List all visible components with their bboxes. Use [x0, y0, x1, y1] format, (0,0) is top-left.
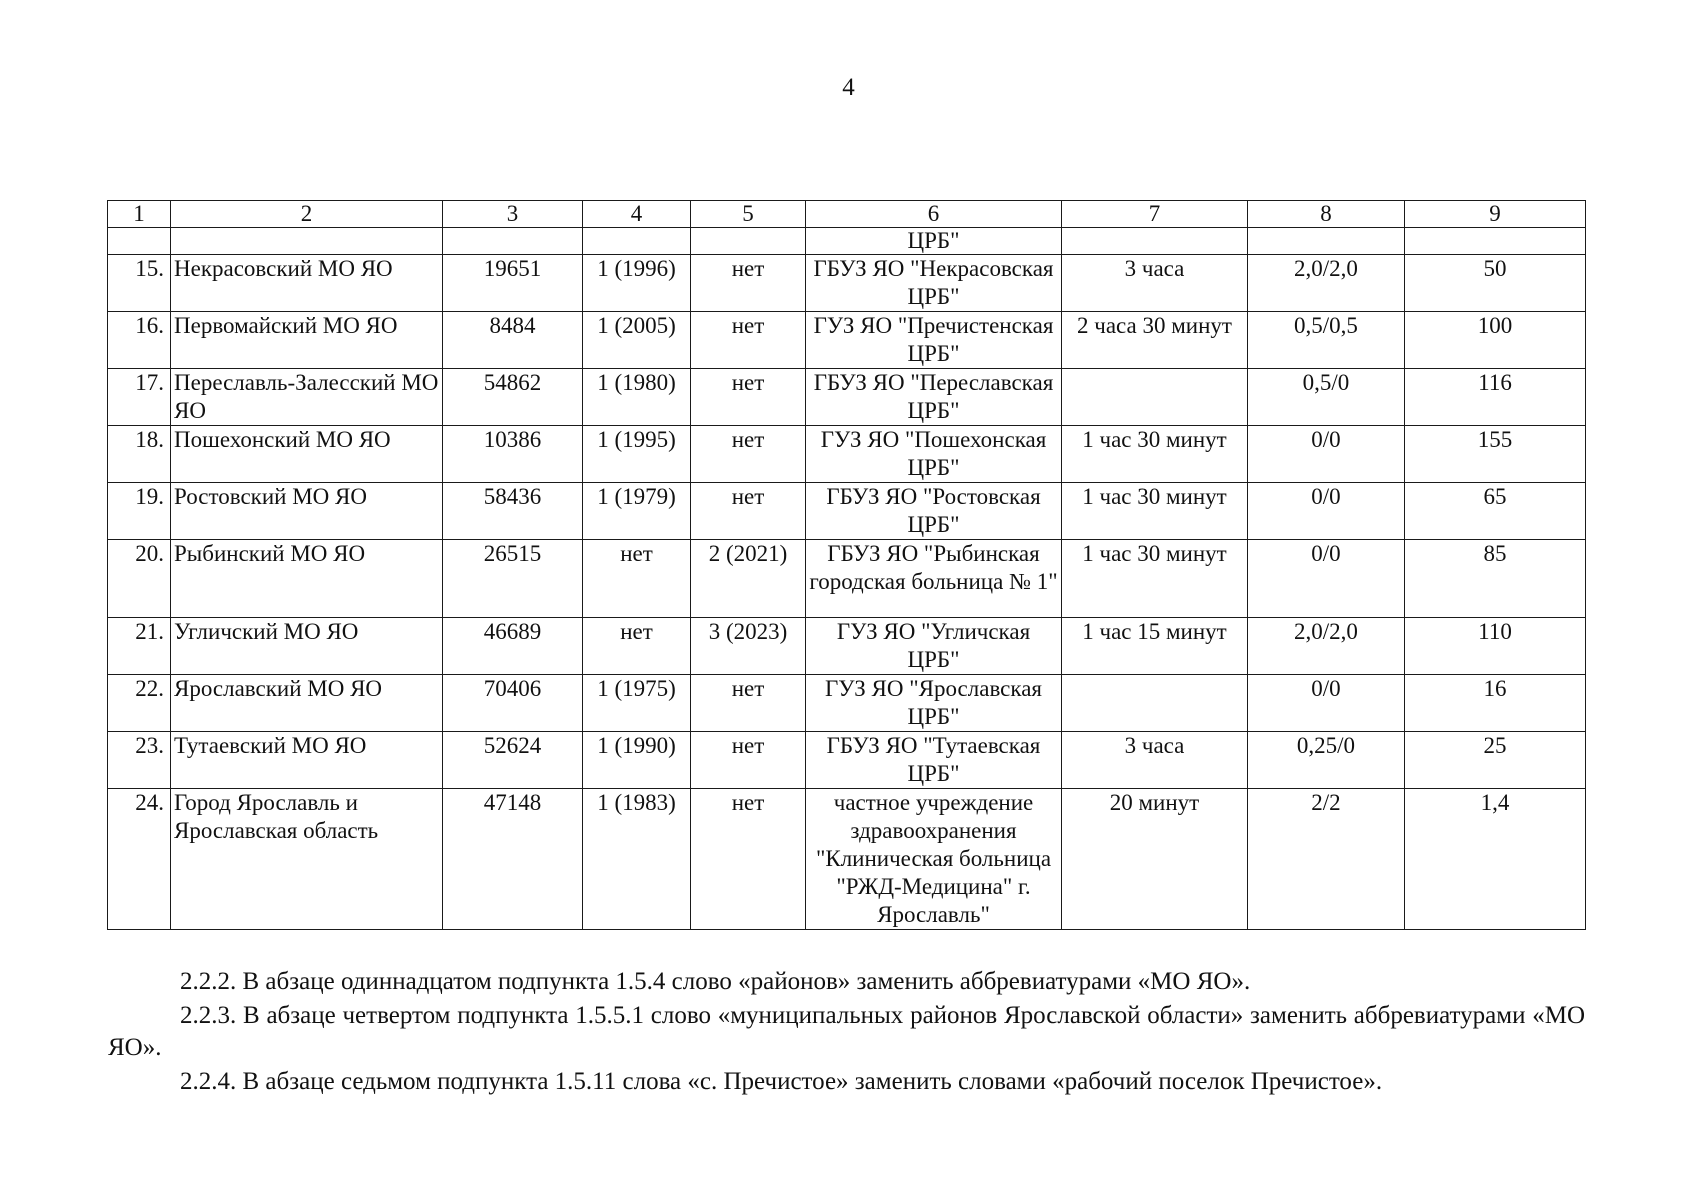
col8-cell: 0,5/0,5 — [1248, 312, 1405, 369]
population-cell: 58436 — [443, 483, 583, 540]
hospital-cell: ГБУЗ ЯО "Рыбинская городская больница № 1" — [806, 540, 1062, 618]
col5-cell: нет — [691, 312, 806, 369]
distance-cell: 110 — [1405, 618, 1586, 675]
population-cell: 70406 — [443, 675, 583, 732]
col4-cell: 1 (1980) — [583, 369, 691, 426]
hospital-cell: ГБУЗ ЯО "Ростовская ЦРБ" — [806, 483, 1062, 540]
travel-time-cell: 3 часа — [1062, 255, 1248, 312]
hospital-cell: ГБУЗ ЯО "Тутаевская ЦРБ" — [806, 732, 1062, 789]
header-cell: 6 — [806, 201, 1062, 228]
paragraph: 2.2.2. В абзаце одиннадцатом подпункта 1.5.4 слово «районов» заменить аббревиатурами «МО ЯО». — [180, 968, 1251, 995]
col4-cell: 1 (1990) — [583, 732, 691, 789]
table-cell — [443, 228, 583, 255]
header-cell: 7 — [1062, 201, 1248, 228]
col8-cell: 2/2 — [1248, 789, 1405, 930]
table-cell — [583, 228, 691, 255]
row-number: 24. — [108, 789, 171, 930]
travel-time-cell — [1062, 675, 1248, 732]
population-cell: 46689 — [443, 618, 583, 675]
data-table — [107, 200, 1586, 930]
col4-cell: 1 (1996) — [583, 255, 691, 312]
table-continuation-row — [108, 228, 1586, 255]
municipality-name: Тутаевский МО ЯО — [171, 732, 443, 789]
hospital-cell: ГУЗ ЯО "Пошехонская ЦРБ" — [806, 426, 1062, 483]
col5-cell: нет — [691, 369, 806, 426]
municipality-name: Рыбинский МО ЯО — [171, 540, 443, 618]
col8-cell: 0/0 — [1248, 426, 1405, 483]
table-cell: ЦРБ" — [806, 228, 1062, 255]
municipality-name: Переславль-Залесский МО ЯО — [171, 369, 443, 426]
hospital-cell: ГУЗ ЯО "Ярославская ЦРБ" — [806, 675, 1062, 732]
col8-cell: 0/0 — [1248, 540, 1405, 618]
row-number: 21. — [108, 618, 171, 675]
travel-time-cell: 3 часа — [1062, 732, 1248, 789]
header-cell: 2 — [171, 201, 443, 228]
table-cell — [691, 228, 806, 255]
population-cell: 54862 — [443, 369, 583, 426]
population-cell: 26515 — [443, 540, 583, 618]
table-row — [108, 369, 1586, 426]
table-row — [108, 675, 1586, 732]
travel-time-cell: 1 час 30 минут — [1062, 483, 1248, 540]
distance-cell: 155 — [1405, 426, 1586, 483]
header-cell: 9 — [1405, 201, 1586, 228]
table-row — [108, 540, 1586, 618]
table-cell — [171, 228, 443, 255]
col4-cell: 1 (1979) — [583, 483, 691, 540]
col8-cell: 2,0/2,0 — [1248, 255, 1405, 312]
header-cell: 5 — [691, 201, 806, 228]
table-header-row — [108, 201, 1586, 228]
row-number: 18. — [108, 426, 171, 483]
row-number: 23. — [108, 732, 171, 789]
header-cell: 1 — [108, 201, 171, 228]
col4-cell: нет — [583, 540, 691, 618]
header-cell: 8 — [1248, 201, 1405, 228]
paragraph: 2.2.4. В абзаце седьмом подпункта 1.5.11 слова «с. Пречистое» заменить словами «рабочий поселок Пречистое». — [180, 1068, 1383, 1095]
col4-cell: 1 (1975) — [583, 675, 691, 732]
distance-cell: 116 — [1405, 369, 1586, 426]
col8-cell: 0/0 — [1248, 483, 1405, 540]
col5-cell: нет — [691, 255, 806, 312]
page-number: 4 — [842, 74, 855, 101]
travel-time-cell: 2 часа 30 минут — [1062, 312, 1248, 369]
municipality-name: Пошехонский МО ЯО — [171, 426, 443, 483]
municipality-name: Ярославский МО ЯО — [171, 675, 443, 732]
travel-time-cell — [1062, 369, 1248, 426]
table-cell — [1062, 228, 1248, 255]
table-cell — [1405, 228, 1586, 255]
col4-cell: нет — [583, 618, 691, 675]
col5-cell: нет — [691, 675, 806, 732]
col5-cell: 3 (2023) — [691, 618, 806, 675]
population-cell: 47148 — [443, 789, 583, 930]
amendment-paragraphs — [108, 966, 1585, 1100]
col8-cell: 0,25/0 — [1248, 732, 1405, 789]
col8-cell: 0,5/0 — [1248, 369, 1405, 426]
row-number: 15. — [108, 255, 171, 312]
table-row — [108, 255, 1586, 312]
hospital-cell: ГУЗ ЯО "Пречистенская ЦРБ" — [806, 312, 1062, 369]
travel-time-cell: 20 минут — [1062, 789, 1248, 930]
municipality-name: Первомайский МО ЯО — [171, 312, 443, 369]
col5-cell: нет — [691, 483, 806, 540]
row-number: 17. — [108, 369, 171, 426]
table-row — [108, 426, 1586, 483]
population-cell: 10386 — [443, 426, 583, 483]
municipality-name: Ростовский МО ЯО — [171, 483, 443, 540]
col5-cell: нет — [691, 732, 806, 789]
row-number: 16. — [108, 312, 171, 369]
paragraph: 2.2.3. В абзаце четвертом подпункта 1.5.5.1 слово «муниципальных районов Ярославской области» заменить аббревиатурами «МО ЯО». — [108, 1002, 1585, 1061]
hospital-cell: ГУЗ ЯО "Угличская ЦРБ" — [806, 618, 1062, 675]
distance-cell: 85 — [1405, 540, 1586, 618]
header-cell: 3 — [443, 201, 583, 228]
table-cell — [1248, 228, 1405, 255]
travel-time-cell: 1 час 30 минут — [1062, 540, 1248, 618]
distance-cell: 16 — [1405, 675, 1586, 732]
row-number: 20. — [108, 540, 171, 618]
table-row — [108, 732, 1586, 789]
table-row — [108, 312, 1586, 369]
col4-cell: 1 (2005) — [583, 312, 691, 369]
row-number: 22. — [108, 675, 171, 732]
distance-cell: 25 — [1405, 732, 1586, 789]
col4-cell: 1 (1995) — [583, 426, 691, 483]
col5-cell: нет — [691, 426, 806, 483]
table-row — [108, 618, 1586, 675]
distance-cell: 100 — [1405, 312, 1586, 369]
population-cell: 8484 — [443, 312, 583, 369]
table-row — [108, 483, 1586, 540]
col8-cell: 2,0/2,0 — [1248, 618, 1405, 675]
header-cell: 4 — [583, 201, 691, 228]
row-number: 19. — [108, 483, 171, 540]
col5-cell: 2 (2021) — [691, 540, 806, 618]
hospital-cell: ГБУЗ ЯО "Переславская ЦРБ" — [806, 369, 1062, 426]
distance-cell: 50 — [1405, 255, 1586, 312]
hospital-cell: ГБУЗ ЯО "Некрасовская ЦРБ" — [806, 255, 1062, 312]
col5-cell: нет — [691, 789, 806, 930]
col8-cell: 0/0 — [1248, 675, 1405, 732]
distance-cell: 1,4 — [1405, 789, 1586, 930]
travel-time-cell: 1 час 30 минут — [1062, 426, 1248, 483]
travel-time-cell: 1 час 15 минут — [1062, 618, 1248, 675]
distance-cell: 65 — [1405, 483, 1586, 540]
hospital-cell: частное учреждение здравоохранения "Клиническая больница "РЖД-Медицина" г. Ярославль" — [806, 789, 1062, 930]
population-cell: 52624 — [443, 732, 583, 789]
municipality-name: Некрасовский МО ЯО — [171, 255, 443, 312]
municipality-name: Угличский МО ЯО — [171, 618, 443, 675]
population-cell: 19651 — [443, 255, 583, 312]
table-row — [108, 789, 1586, 930]
table-cell — [108, 228, 171, 255]
municipality-name: Город Ярославль и Ярославская область — [171, 789, 443, 930]
col4-cell: 1 (1983) — [583, 789, 691, 930]
